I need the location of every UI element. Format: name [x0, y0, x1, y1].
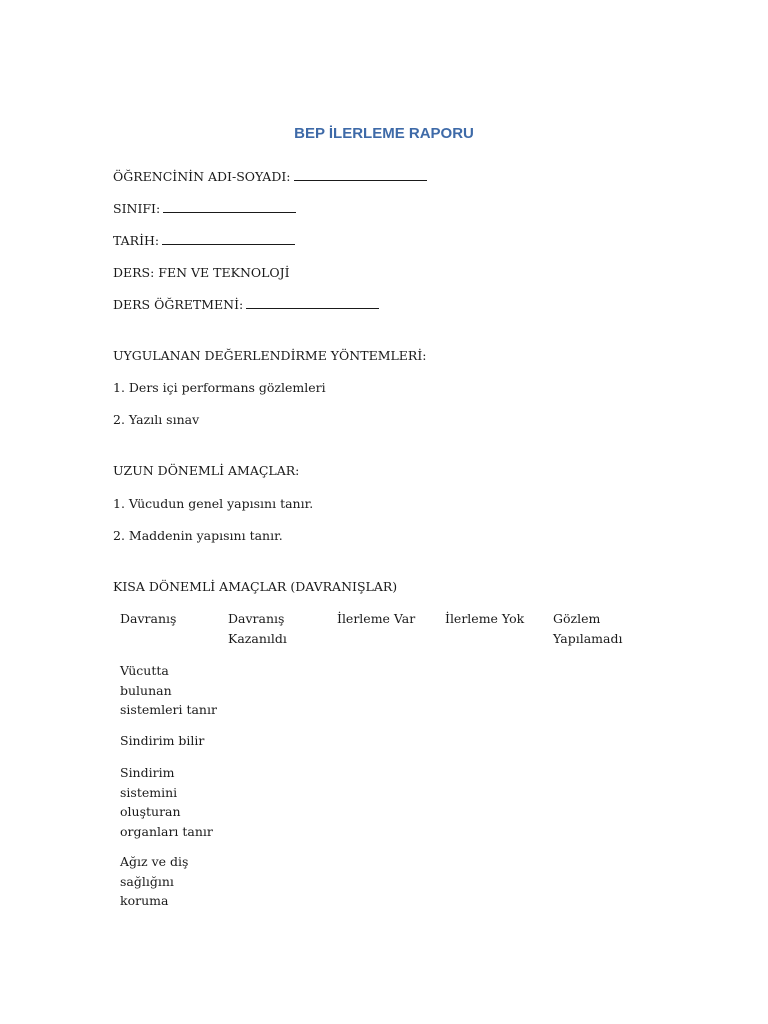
- methods-item: 1. Ders içi performans gözlemleri: [113, 380, 326, 395]
- methods-heading: UYGULANAN DEĞERLENDİRME YÖNTEMLERİ:: [113, 348, 427, 363]
- teacher-line: [113, 296, 379, 314]
- table-header-cell: İlerleme Var: [337, 611, 416, 626]
- table-row: Sindirim sistemini oluşturan organları tanır: [120, 765, 213, 839]
- methods-item: 2. Yazılı sınav: [113, 412, 200, 427]
- date-blank[interactable]: [162, 233, 295, 245]
- page-title: BEP İLERLEME RAPORU: [294, 125, 474, 142]
- class-blank[interactable]: [163, 201, 296, 213]
- table-header-cell: Gözlem Yapılamadı: [553, 611, 623, 646]
- class-label: SINIFI:: [113, 201, 161, 216]
- date-line: [113, 232, 295, 250]
- date-label: TARİH:: [113, 233, 160, 248]
- course-line: DERS: FEN VE TEKNOLOJİ: [113, 265, 290, 280]
- table-row: Vücutta bulunan sistemleri tanır: [120, 663, 217, 717]
- table-header-cell: Davranış Kazanıldı: [228, 611, 287, 646]
- table-row: Ağız ve diş sağlığını koruma: [120, 854, 189, 908]
- student-name-blank[interactable]: [294, 169, 427, 181]
- table-header-cell: Davranış: [120, 611, 177, 626]
- table-header-cell: İlerleme Yok: [445, 611, 525, 626]
- short-term-heading: KISA DÖNEMLİ AMAÇLAR (DAVRANIŞLAR): [113, 579, 398, 594]
- student-name-line: [113, 168, 427, 186]
- table-row: Sindirim bilir: [120, 733, 205, 748]
- long-term-item: 1. Vücudun genel yapısını tanır.: [113, 496, 314, 511]
- long-term-heading: UZUN DÖNEMLİ AMAÇLAR:: [113, 463, 300, 478]
- class-line: [113, 200, 296, 218]
- student-name-label: ÖĞRENCİNİN ADI-SOYADI:: [113, 169, 291, 184]
- teacher-blank[interactable]: [246, 297, 379, 309]
- teacher-label: DERS ÖĞRETMENİ:: [113, 297, 244, 312]
- long-term-item: 2. Maddenin yapısını tanır.: [113, 528, 283, 543]
